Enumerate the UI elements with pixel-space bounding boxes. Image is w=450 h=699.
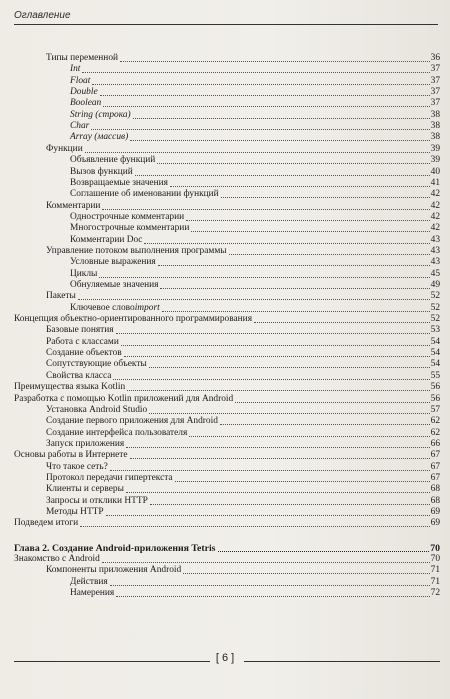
- toc-entry-title: Char: [70, 121, 90, 132]
- toc-entry-title: Функции: [46, 143, 83, 154]
- toc-dot-leader: [149, 413, 429, 414]
- toc-entry: [0, 222, 450, 234]
- toc-entry: [0, 279, 450, 291]
- toc-entry-title: Комментарии Doc: [70, 234, 143, 245]
- toc-entry-page: 52: [430, 314, 440, 325]
- toc-entry-page: 66: [430, 438, 440, 449]
- toc-entry: [0, 404, 450, 416]
- toc-dot-leader: [183, 573, 429, 574]
- toc-entry-page: 68: [430, 484, 440, 495]
- toc-dot-leader: [106, 515, 430, 516]
- toc-entry-title: Соглашение об именовании функций: [70, 189, 219, 200]
- toc-entry-title: Управление потоком выполнения программы: [46, 245, 227, 256]
- toc-entry-title: Намерения: [70, 588, 115, 599]
- toc-dot-leader: [135, 175, 430, 176]
- toc-dot-leader: [130, 458, 430, 459]
- toc-entry: [0, 177, 450, 189]
- toc-dot-leader: [157, 163, 429, 164]
- toc-dot-leader: [85, 152, 430, 153]
- toc-dot-leader: [229, 254, 430, 255]
- toc-entry: [0, 120, 450, 132]
- toc-entry-page: 68: [430, 495, 440, 506]
- toc-entry: [0, 347, 450, 359]
- toc-entry-title: Циклы: [70, 268, 98, 279]
- toc-entry: [0, 200, 450, 212]
- toc-entry: [0, 393, 450, 405]
- toc-entry: [0, 506, 450, 518]
- toc-dot-leader: [170, 186, 430, 187]
- toc-entry-title: Преимущества языка Kotlin: [14, 382, 126, 393]
- toc-entry-page: 62: [430, 427, 440, 438]
- toc-entry-page: 72: [430, 588, 440, 599]
- toc-entry-title: Клиенты и серверы: [46, 484, 124, 495]
- toc-entry: [0, 245, 450, 257]
- toc-entry: [0, 358, 450, 370]
- toc-dot-leader: [99, 277, 429, 278]
- toc-entry: [0, 109, 450, 121]
- toc-entry-page: 62: [430, 416, 440, 427]
- toc-entry: [0, 268, 450, 280]
- toc-entry-page: 70: [430, 554, 440, 565]
- toc-entry-page: 49: [430, 280, 440, 290]
- toc-dot-leader: [116, 596, 429, 597]
- toc-entry-title: Протокол передачи гипертекста: [46, 472, 173, 483]
- toc-entry-title: Условные выражения: [70, 257, 156, 268]
- toc-entry-title: Основы работы в Интернете: [14, 450, 128, 461]
- toc-entry-title: Что такое сеть?: [46, 461, 108, 472]
- toc-dot-leader: [220, 424, 430, 425]
- toc-entry: [0, 449, 450, 461]
- toc-entry-title: Возвращаемые значения: [70, 177, 168, 188]
- toc-dot-leader: [160, 288, 429, 289]
- toc-entry: [0, 211, 450, 223]
- toc-entry-title: Типы переменной: [46, 53, 119, 63]
- toc-entry-page: 38: [430, 109, 440, 120]
- toc-entry-page: 42: [430, 211, 440, 222]
- toc-entry-title: Ключевое слово: [70, 302, 135, 313]
- toc-entry-title: Методы HTTP: [46, 507, 104, 517]
- toc-entry: [0, 438, 450, 450]
- toc-entry-title: Обнуляемые значения: [70, 280, 159, 290]
- toc-entry-title: String (строка): [70, 109, 131, 120]
- toc-entry-title: Разработка с помощью Kotlin приложений для Android: [14, 393, 234, 404]
- toc-dot-leader: [91, 129, 429, 130]
- toc-dot-leader: [78, 299, 430, 300]
- toc-entry-page: 37: [430, 98, 440, 109]
- toc-dot-leader: [175, 481, 430, 482]
- toc-entry-page: 67: [430, 461, 440, 472]
- toc-dot-leader: [103, 106, 429, 107]
- toc-entry-title: Действия: [70, 576, 108, 587]
- toc-dot-leader: [254, 322, 430, 323]
- toc-entry-page: 36: [430, 53, 440, 63]
- toc-entry-keyword: import: [134, 302, 160, 313]
- toc-entry-page: 42: [430, 223, 440, 234]
- toc-entry: [0, 302, 450, 314]
- toc-entry-page: 67: [430, 450, 440, 461]
- toc-entry-page: 43: [430, 234, 440, 245]
- toc-dot-leader: [221, 197, 430, 198]
- toc-entry-page: 54: [430, 348, 440, 359]
- toc-dot-leader: [92, 84, 429, 85]
- toc-dot-leader: [126, 492, 430, 493]
- toc-entry-title: Запросы и отклики HTTP: [46, 495, 148, 506]
- toc-dot-leader: [121, 345, 430, 346]
- toc-entry: [0, 52, 450, 64]
- toc-dot-leader: [130, 140, 429, 141]
- toc-dot-leader: [235, 402, 429, 403]
- toc-entry: [0, 75, 450, 87]
- toc-entry: [0, 370, 450, 382]
- toc-entry-title: Установка Android Studio: [46, 404, 148, 415]
- toc-entry: [0, 427, 450, 439]
- toc-dot-leader: [124, 356, 430, 357]
- toc-entry-title: Комментарии: [46, 200, 101, 211]
- toc-entry: [0, 166, 450, 178]
- toc-dot-leader: [189, 436, 429, 437]
- toc-entry-title: Создание объектов: [46, 348, 122, 359]
- toc-entry: [0, 553, 450, 565]
- toc-entry: [0, 576, 450, 588]
- page-number: [ 6 ]: [215, 652, 235, 664]
- toc-entry-title: Многострочные комментарии: [70, 223, 190, 234]
- toc-dot-leader: [120, 61, 430, 62]
- toc-entry: [0, 143, 450, 155]
- toc-entry: [0, 188, 450, 200]
- toc-dot-leader: [80, 526, 430, 527]
- toc-entry-title: Double: [70, 87, 98, 98]
- toc-entry: [0, 495, 450, 507]
- toc-entry: [0, 336, 450, 348]
- toc-dot-leader: [82, 72, 429, 73]
- toc-entry-page: 37: [430, 87, 440, 98]
- toc-entry-page: 37: [430, 75, 440, 86]
- toc-dot-leader: [186, 220, 430, 221]
- toc-dot-leader: [110, 470, 430, 471]
- toc-entry: [0, 517, 450, 529]
- toc-entry-title: Знакомство с Android: [14, 554, 100, 565]
- toc-entry: [0, 63, 450, 75]
- toc-entry-title: Запуск приложения: [46, 438, 125, 449]
- toc-dot-leader: [102, 209, 429, 210]
- toc-entry: [0, 472, 450, 484]
- toc-entry-page: 53: [430, 325, 440, 336]
- toc-entry-page: 57: [430, 404, 440, 415]
- toc-entry-title: Сопутствующие объекты: [46, 359, 147, 370]
- toc-dot-leader: [162, 311, 430, 312]
- toc-dot-leader: [110, 585, 430, 586]
- toc-entry-page: 70: [430, 542, 440, 554]
- toc-entry-page: 52: [430, 291, 440, 302]
- toc-dot-leader: [102, 562, 430, 563]
- toc-entry-page: 42: [430, 200, 440, 211]
- toc-entry-page: 43: [430, 245, 440, 256]
- toc-entry: [0, 131, 450, 143]
- toc-entry-page: 37: [430, 64, 440, 75]
- toc-entry-page: 38: [430, 121, 440, 132]
- toc-entry-page: 69: [430, 518, 440, 529]
- toc-dot-leader: [100, 95, 430, 96]
- toc-entry-title: Однострочные комментарии: [70, 211, 185, 222]
- toc-entry-title: Int: [70, 64, 81, 75]
- toc-entry-title: Объявление функций: [70, 155, 156, 166]
- toc-entry-title: Работа с классами: [46, 336, 119, 347]
- toc-entry: [0, 256, 450, 268]
- toc-entry-title: Создание интерфейса пользователя: [46, 427, 188, 438]
- toc-entry-page: 56: [430, 393, 440, 404]
- toc-entry-page: 54: [430, 359, 440, 370]
- toc-entry: [0, 542, 450, 554]
- toc-entry-page: 67: [430, 472, 440, 483]
- toc-entry: [0, 234, 450, 246]
- toc-entry-page: 38: [430, 132, 440, 143]
- toc-dot-leader: [126, 447, 429, 448]
- toc-dot-leader: [116, 333, 430, 334]
- toc-entry-title: Вызов функций: [70, 166, 133, 177]
- toc-entry-page: 45: [430, 268, 440, 279]
- toc-entry-title: Float: [70, 75, 91, 86]
- toc-dot-leader: [127, 390, 429, 391]
- toc-entry-title: Подведем итоги: [14, 518, 79, 529]
- toc-entry-title: Базовые понятия: [46, 325, 114, 336]
- toc-entry-page: 69: [430, 507, 440, 517]
- toc-entry: [0, 154, 450, 166]
- toc-dot-leader: [149, 367, 430, 368]
- toc-entry-title: Свойства класса: [46, 370, 112, 381]
- toc-entry-page: 42: [430, 189, 440, 200]
- toc-entry-page: 43: [430, 257, 440, 268]
- toc-dot-leader: [113, 379, 429, 380]
- toc-dot-leader: [191, 231, 429, 232]
- toc-dot-leader: [158, 265, 430, 266]
- toc-entry-title: Компоненты приложения Android: [46, 565, 182, 576]
- toc-entry-title: Глава 2. Создание Android-приложения Tetris: [14, 542, 216, 554]
- toc-entry-page: 40: [430, 166, 440, 177]
- toc-entry-page: 54: [430, 336, 440, 347]
- toc-entry-page: 41: [430, 177, 440, 188]
- page-header: Оглавление: [14, 10, 438, 25]
- toc-entry-title: Пакеты: [46, 291, 76, 302]
- toc-entry: [0, 587, 450, 599]
- toc-entry: [0, 290, 450, 302]
- toc-entry-title: Создание первого приложения для Android: [46, 416, 218, 427]
- toc-entry: [0, 97, 450, 109]
- toc-dot-leader: [150, 504, 430, 505]
- toc-entry-page: 52: [430, 302, 440, 313]
- toc-dot-leader: [133, 118, 430, 119]
- toc-entry: [0, 381, 450, 393]
- toc-entry: [0, 483, 450, 495]
- toc-entry-page: 39: [430, 143, 440, 154]
- toc-entry-page: 71: [430, 565, 440, 576]
- toc-dot-leader: [218, 551, 430, 552]
- toc-entry-page: 55: [430, 370, 440, 381]
- toc-entry: [0, 313, 450, 325]
- toc-entry: [0, 86, 450, 98]
- toc-dot-leader: [144, 243, 429, 244]
- toc-entry: [0, 415, 450, 427]
- toc-entry-title: Array (массив): [70, 132, 129, 143]
- toc-entry-title: Boolean: [70, 98, 102, 109]
- toc-entry: [0, 461, 450, 473]
- toc-entry-title: Концепция объектно-ориентированного программирования: [14, 314, 253, 325]
- toc-entry: [0, 324, 450, 336]
- toc-entry-page: 71: [430, 576, 440, 587]
- toc-entry-page: 56: [430, 382, 440, 393]
- toc-entry: [0, 564, 450, 576]
- toc-entry-page: 39: [430, 155, 440, 166]
